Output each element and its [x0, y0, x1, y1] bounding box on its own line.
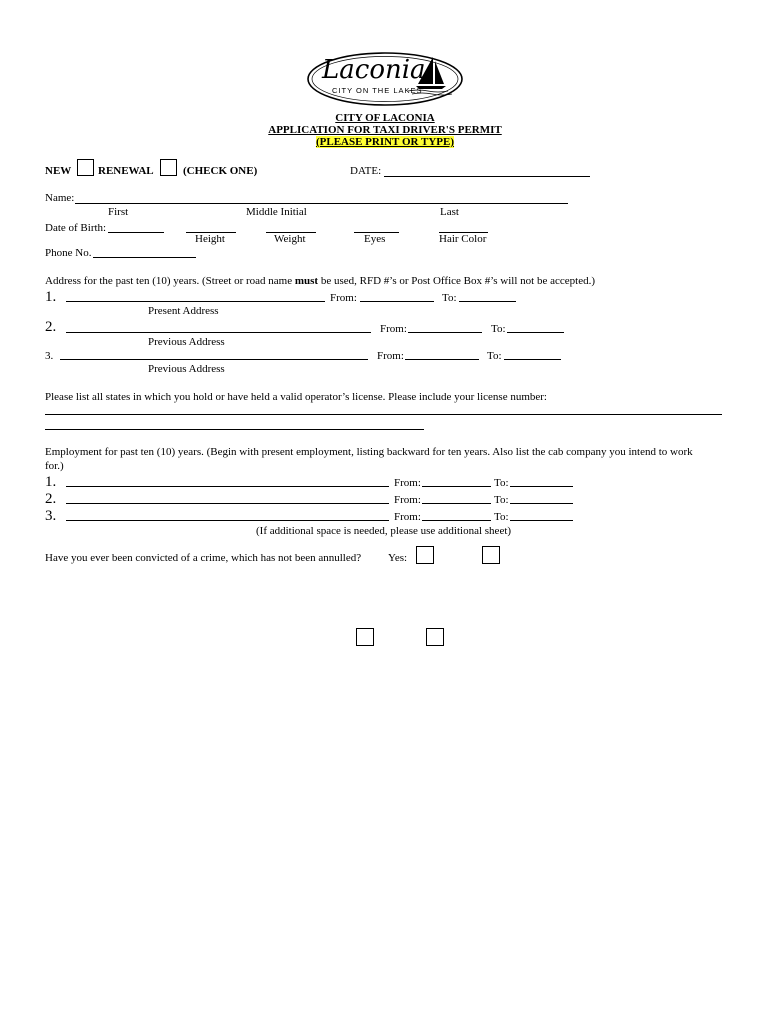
check-one-label: (CHECK ONE): [183, 165, 258, 177]
address-3-field[interactable]: [60, 359, 368, 360]
employment-3-from-field[interactable]: [422, 520, 491, 521]
employment-number-2: 2.: [45, 491, 57, 507]
hair-color-caption: Hair Color: [439, 233, 487, 245]
address-1-from-label: From:: [330, 292, 357, 304]
new-label: NEW: [45, 165, 72, 177]
employment-1-from-label: From:: [394, 477, 421, 489]
employment-3-to-label: To:: [494, 511, 509, 523]
employment-2-from-label: From:: [394, 494, 421, 506]
extra-checkbox-2[interactable]: [426, 628, 444, 646]
present-address-caption: Present Address: [148, 305, 219, 317]
address-instructions: Address for the past ten (10) years. (Street or road name must be used, RFD #’s or Post Office Box #’s will not be accepted.): [45, 275, 595, 287]
employment-2-from-field[interactable]: [422, 503, 491, 504]
city-heading: CITY OF LACONIA: [335, 112, 435, 124]
address-2-to-field[interactable]: [507, 332, 564, 333]
employment-number-1: 1.: [45, 474, 57, 490]
address-3-from-field[interactable]: [405, 359, 479, 360]
license-field-1[interactable]: [45, 414, 722, 415]
phone-field[interactable]: [93, 257, 196, 258]
employment-3-to-field[interactable]: [510, 520, 573, 521]
address-3-to-label: To:: [487, 350, 502, 362]
address-number-2: 2.: [45, 319, 57, 335]
address-2-from-label: From:: [380, 323, 407, 335]
address-1-to-field[interactable]: [459, 301, 516, 302]
renewal-label: RENEWAL: [98, 165, 154, 177]
address-number-3: 3.: [45, 350, 54, 362]
address-2-to-label: To:: [491, 323, 506, 335]
first-name-caption: First: [108, 206, 129, 218]
address-2-field[interactable]: [66, 332, 371, 333]
crime-no-checkbox[interactable]: [482, 546, 500, 564]
employment-number-3: 3.: [45, 508, 57, 524]
crime-yes-checkbox[interactable]: [416, 546, 434, 564]
date-field[interactable]: [384, 176, 590, 177]
address-number-1: 1.: [45, 289, 57, 305]
renewal-checkbox[interactable]: [160, 159, 177, 176]
logo-name: Laconia: [322, 55, 426, 85]
employment-1-to-label: To:: [494, 477, 509, 489]
name-label: Name:: [45, 192, 75, 204]
employment-2-field[interactable]: [66, 503, 389, 504]
print-instruction: (PLEASE PRINT OR TYPE): [315, 136, 455, 148]
employment-1-from-field[interactable]: [422, 486, 491, 487]
city-logo: [306, 51, 464, 107]
employment-2-to-field[interactable]: [510, 503, 573, 504]
date-label: DATE:: [350, 165, 382, 177]
middle-initial-caption: Middle Initial: [246, 206, 307, 218]
employment-2-to-label: To:: [494, 494, 509, 506]
employment-1-field[interactable]: [66, 486, 389, 487]
previous-address-caption-2: Previous Address: [148, 363, 225, 375]
license-field-2[interactable]: [45, 429, 424, 430]
address-3-from-label: From:: [377, 350, 404, 362]
extra-checkbox-1[interactable]: [356, 628, 374, 646]
previous-address-caption-1: Previous Address: [148, 336, 225, 348]
crime-yes-label: Yes:: [388, 552, 408, 564]
crime-question: Have you ever been convicted of a crime, which has not been annulled?: [45, 552, 362, 564]
dob-field[interactable]: [108, 232, 164, 233]
eyes-caption: Eyes: [364, 233, 386, 245]
address-1-field[interactable]: [66, 301, 325, 302]
logo-tagline: CITY ON THE LAKES: [332, 86, 423, 95]
new-checkbox[interactable]: [77, 159, 94, 176]
employment-1-to-field[interactable]: [510, 486, 573, 487]
address-1-to-label: To:: [442, 292, 457, 304]
last-name-caption: Last: [440, 206, 459, 218]
employment-instructions: Employment for past ten (10) years. (Begin with present employment, listing backward for ten years. Also list the cab company you intend to work for.): [45, 446, 693, 472]
address-3-to-field[interactable]: [504, 359, 561, 360]
dob-label: Date of Birth:: [45, 222, 107, 234]
address-2-from-field[interactable]: [408, 332, 482, 333]
additional-sheet-note: (If additional space is needed, please use additional sheet): [256, 525, 512, 537]
employment-3-field[interactable]: [66, 520, 389, 521]
weight-caption: Weight: [274, 233, 306, 245]
height-caption: Height: [195, 233, 225, 245]
form-title: APPLICATION FOR TAXI DRIVER'S PERMIT: [268, 124, 502, 136]
name-field[interactable]: [75, 203, 568, 204]
employment-3-from-label: From:: [394, 511, 421, 523]
phone-label: Phone No.: [45, 247, 92, 259]
address-1-from-field[interactable]: [360, 301, 434, 302]
license-instructions: Please list all states in which you hold or have held a valid operator’s license. Please include your license number:: [45, 391, 547, 403]
